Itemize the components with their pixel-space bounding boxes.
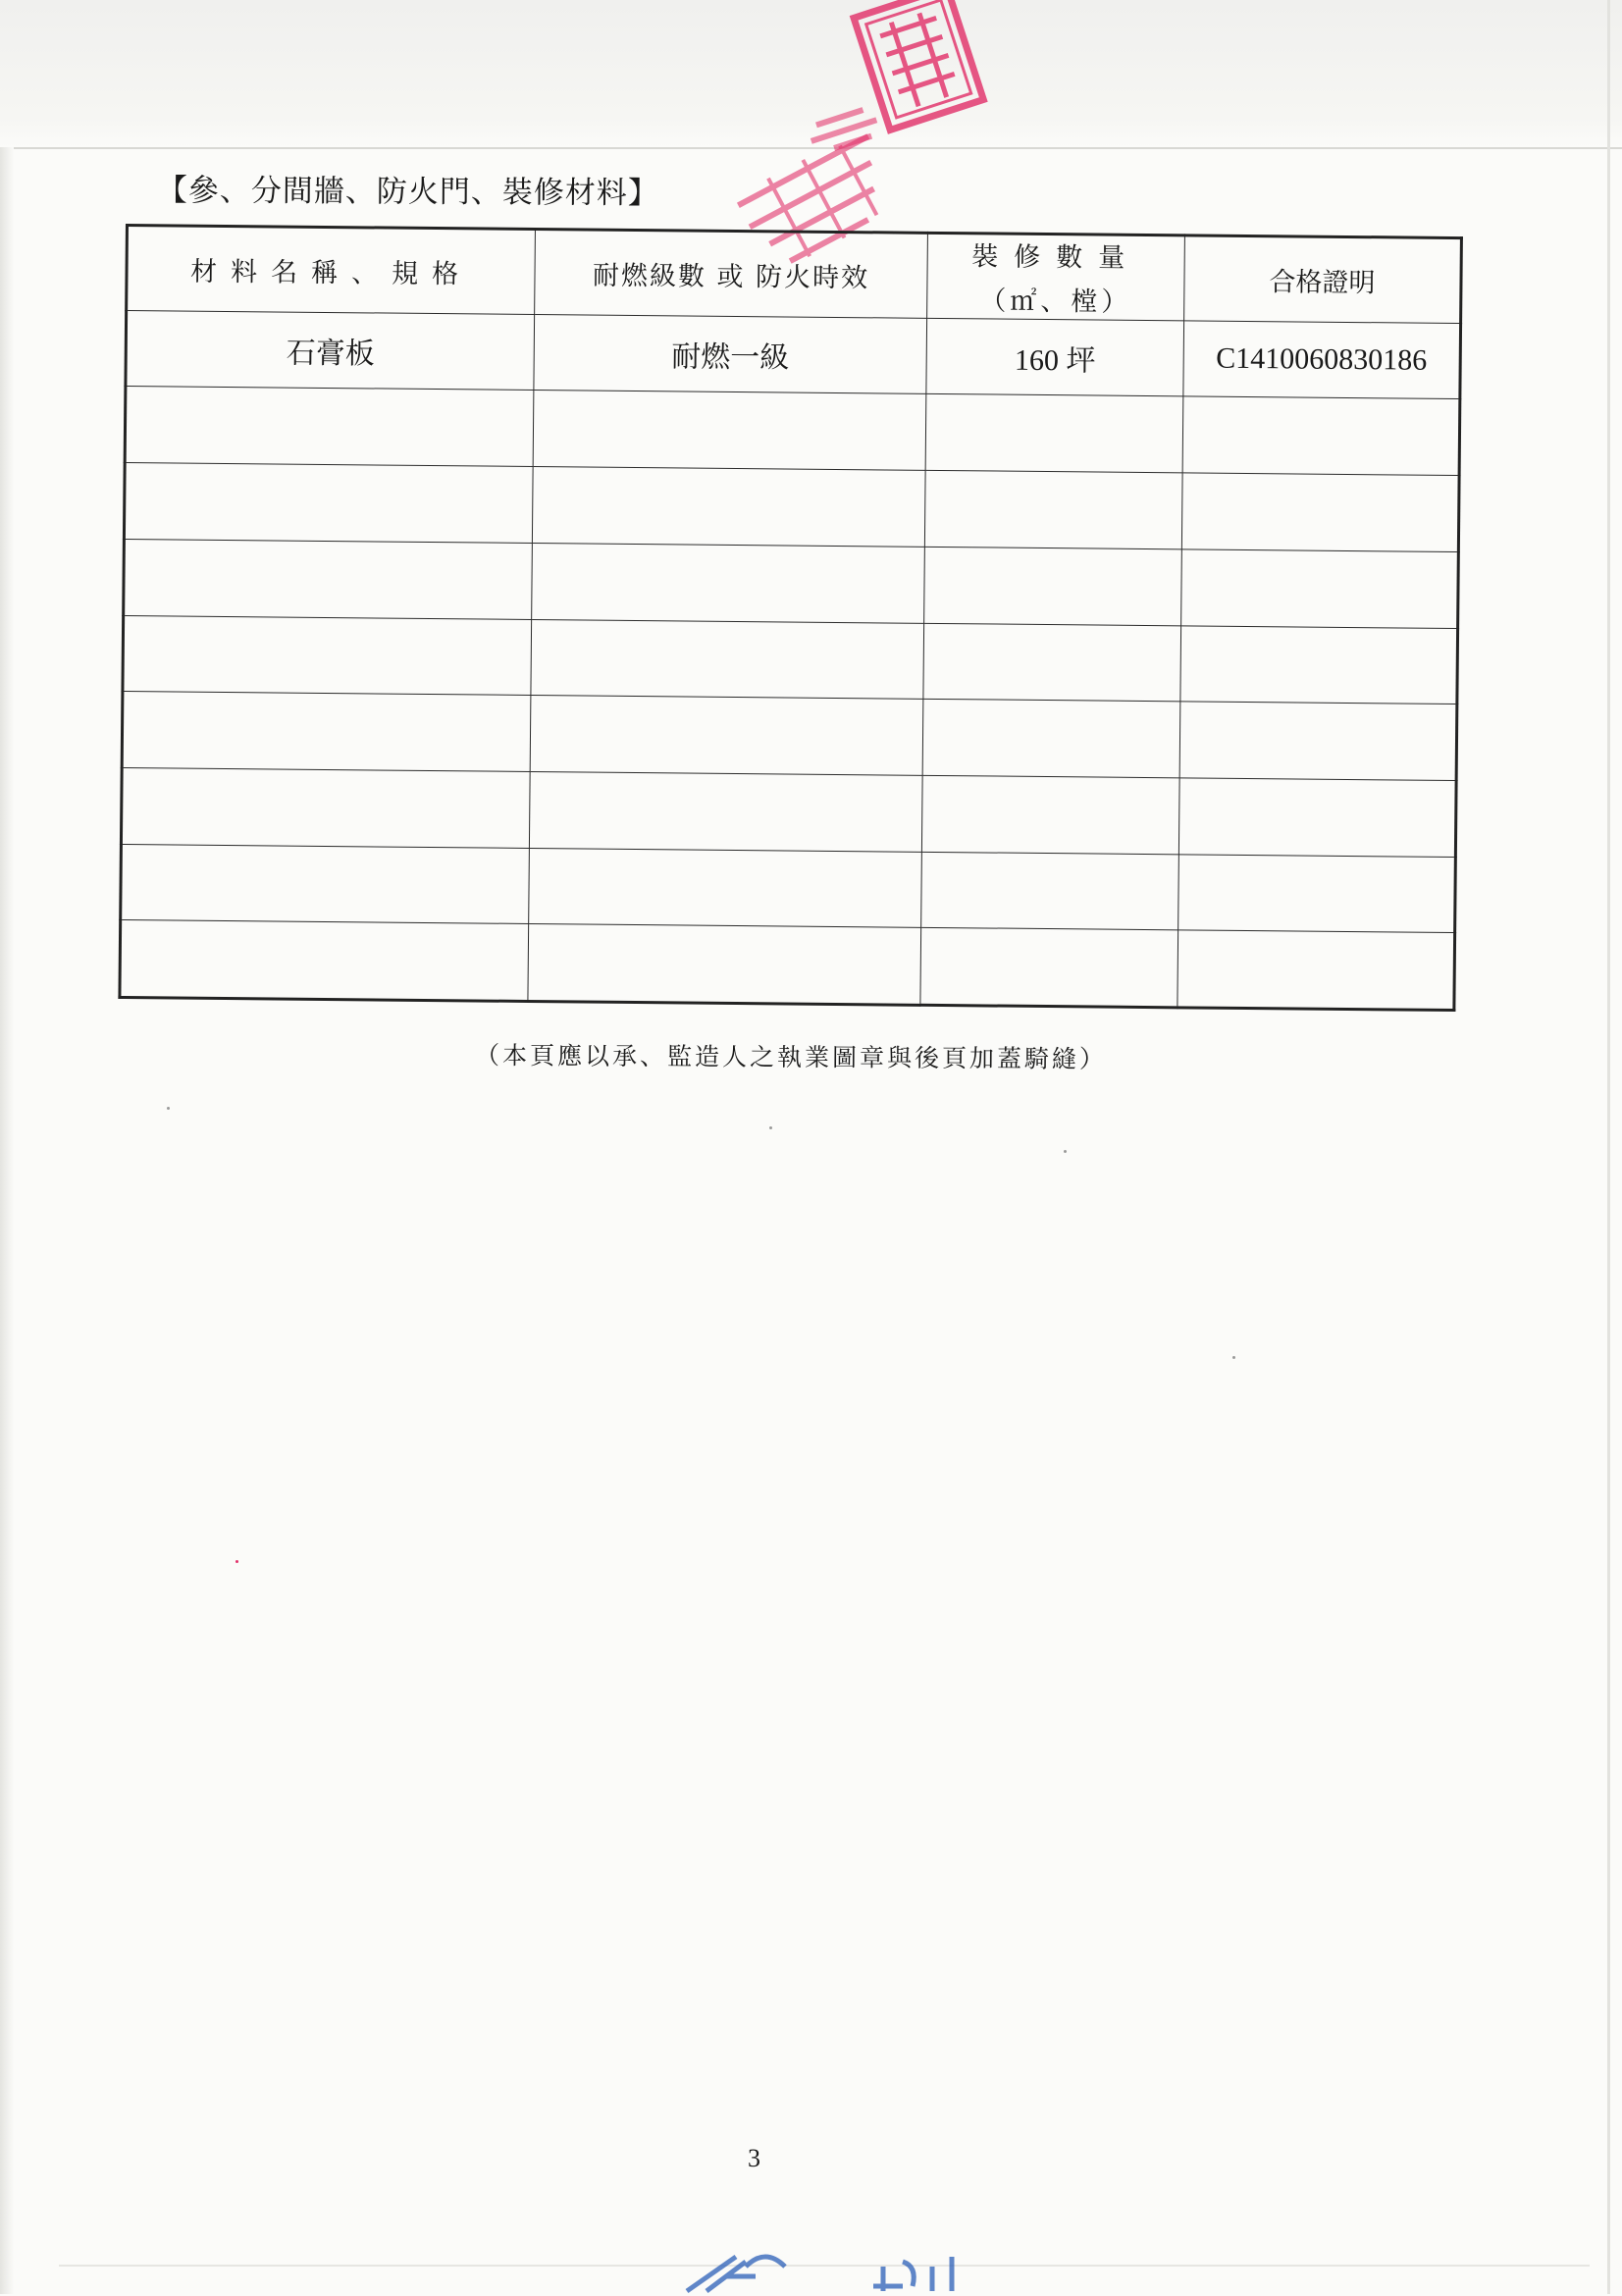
cell-quantity (922, 700, 1180, 778)
cell-material-name (123, 615, 532, 696)
cell-fire-rating (533, 391, 926, 471)
scan-speck (1064, 1150, 1067, 1153)
cell-certificate (1180, 625, 1458, 704)
cell-quantity: 160 坪 (926, 318, 1184, 396)
header-quantity-unit: （㎡、樘） (979, 286, 1132, 319)
scan-speck (235, 1560, 238, 1563)
cell-fire-rating (528, 924, 921, 1006)
cell-quantity (924, 547, 1182, 625)
cell-certificate (1178, 778, 1456, 857)
cell-quantity (923, 623, 1181, 702)
cell-fire-rating (531, 619, 924, 700)
seam-stamp-footnote: （本頁應以承、監造人之執業圖章與後頁加蓋騎縫） (474, 1041, 1108, 1073)
scan-left-edge (0, 147, 14, 2294)
cell-quantity (920, 928, 1178, 1008)
cell-material-name (121, 767, 530, 848)
table-row (124, 463, 1459, 552)
table-row (120, 920, 1455, 1011)
cell-certificate (1177, 930, 1455, 1010)
cell-material-name: 石膏板 (126, 310, 535, 391)
scan-speck (167, 1107, 170, 1110)
cell-certificate (1182, 396, 1460, 475)
table-row (121, 844, 1456, 933)
page-number: 3 (748, 2144, 760, 2172)
cell-fire-rating (529, 771, 922, 852)
cell-quantity (921, 852, 1179, 930)
cell-certificate (1178, 854, 1456, 932)
cell-certificate (1179, 702, 1457, 780)
cell-certificate: C1410060830186 (1183, 321, 1461, 399)
table-header-row (127, 226, 1462, 324)
table-row (124, 539, 1459, 628)
header-certificate: 合格證明 (1184, 235, 1462, 323)
materials-table-container (118, 224, 1460, 1012)
cell-fire-rating (532, 467, 925, 548)
cell-material-name (124, 539, 533, 619)
cell-quantity (921, 775, 1179, 854)
table-row (125, 387, 1460, 476)
cell-material-name (120, 920, 529, 1002)
cell-material-name (124, 463, 533, 544)
header-material-name: 材料名稱、規格 (127, 226, 536, 315)
scan-speck (769, 1126, 772, 1129)
header-quantity (927, 233, 1185, 320)
cell-material-name (125, 387, 534, 467)
cell-certificate (1181, 473, 1459, 551)
cell-material-name (122, 692, 531, 772)
cell-fire-rating (532, 543, 925, 623)
cell-quantity (924, 470, 1182, 548)
cell-certificate (1181, 549, 1459, 628)
table-row (123, 615, 1458, 704)
cell-fire-rating (529, 848, 922, 928)
cell-material-name (121, 844, 530, 924)
blue-stamp-fragment (677, 2237, 991, 2296)
section-title: 【參、分間牆、防火門、裝修材料】 (156, 172, 659, 212)
table-row (126, 310, 1461, 399)
table-row (122, 692, 1457, 781)
header-quantity-label: 裝修數量 (971, 241, 1141, 275)
scan-right-edge (1607, 0, 1610, 2294)
table-row (121, 767, 1456, 857)
scan-speck (1232, 1356, 1235, 1359)
cell-fire-rating (530, 696, 923, 776)
header-fire-rating: 耐燃級數 或 防火時效 (535, 230, 928, 319)
cell-fire-rating: 耐燃一級 (534, 314, 927, 394)
materials-table (118, 224, 1463, 1012)
cell-quantity (925, 394, 1183, 473)
